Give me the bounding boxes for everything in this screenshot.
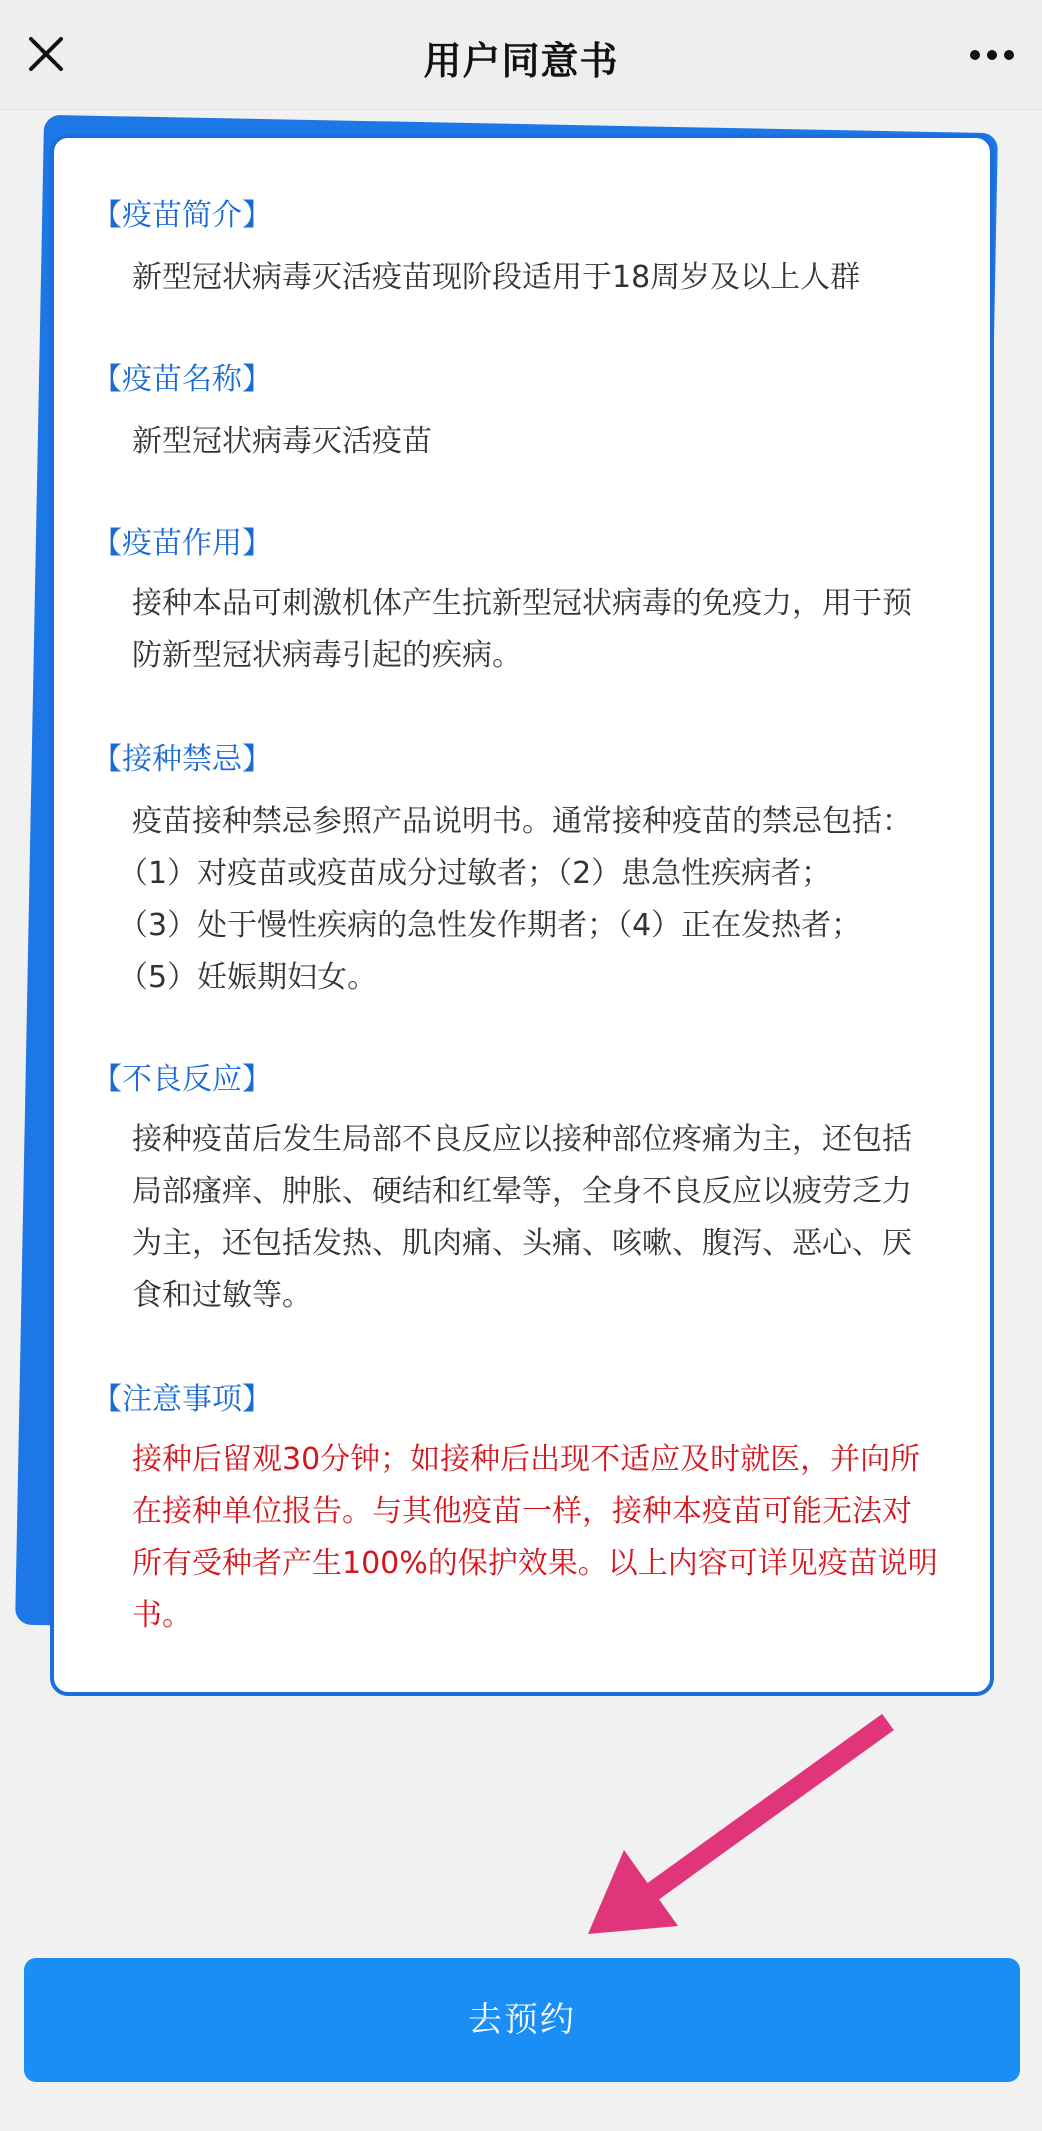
body-line: 新型冠状病毒灭活疫苗 <box>132 424 432 459</box>
body-line: （5）妊娠期妇女。 <box>118 960 378 995</box>
section-title-name: 【疫苗名称】 <box>92 362 272 397</box>
body-line: 局部瘙痒、肿胀、硬结和红晕等，全身不良反应以疲劳乏力 <box>132 1174 912 1209</box>
body-line: 为主，还包括发热、肌肉痛、头痛、咳嗽、腹泻、恶心、厌 <box>132 1226 912 1261</box>
body-line: 书。 <box>132 1598 192 1633</box>
section-body-name <box>132 416 972 468</box>
body-line: 接种疫苗后发生局部不良反应以接种部位疼痛为主，还包括 <box>132 1122 912 1157</box>
body-line: （3）处于慢性疾病的急性发作期者；（4）正在发热者； <box>118 908 862 943</box>
body-line: 防新型冠状病毒引起的疾病。 <box>132 638 522 673</box>
page-title: 用户同意书 <box>423 39 619 83</box>
section-title-adverse-reactions: 【不良反应】 <box>92 1062 272 1097</box>
consent-card <box>50 134 994 1696</box>
body-line: 接种本品可刺激机体产生抗新型冠状病毒的免疫力，用于预 <box>132 586 912 621</box>
section-title-effect: 【疫苗作用】 <box>92 526 272 561</box>
section-body-effect <box>132 578 972 682</box>
body-line: 接种后留观30分钟；如接种后出现不适应及时就医，并向所 <box>132 1442 921 1477</box>
body-line: 在接种单位报告。与其他疫苗一样，接种本疫苗可能无法对 <box>132 1494 912 1529</box>
section-body-contraindications <box>118 796 972 1004</box>
body-line: 食和过敏等。 <box>132 1278 312 1313</box>
section-body-precautions <box>132 1434 972 1642</box>
body-line: 所有受种者产生100%的保护效果。以上内容可详见疫苗说明 <box>132 1546 938 1581</box>
body-line: 新型冠状病毒灭活疫苗现阶段适用于18周岁及以上人群 <box>132 260 861 295</box>
section-body-adverse-reactions <box>132 1114 972 1322</box>
section-title-intro: 【疫苗简介】 <box>92 198 272 233</box>
more-options-icon[interactable] <box>968 38 1016 72</box>
body-line: 疫苗接种禁忌参照产品说明书。通常接种疫苗的禁忌包括： <box>132 804 912 839</box>
book-appointment-button[interactable]: 去预约 <box>24 1958 1020 2082</box>
body-line: （1）对疫苗或疫苗成分过敏者；（2）患急性疾病者； <box>118 856 832 891</box>
top-bar <box>0 0 1042 110</box>
section-body-intro <box>132 252 972 304</box>
section-title-contraindications: 【接种禁忌】 <box>92 742 272 777</box>
section-title-precautions: 【注意事项】 <box>92 1382 272 1417</box>
pointer-arrow-icon <box>570 1712 900 1942</box>
